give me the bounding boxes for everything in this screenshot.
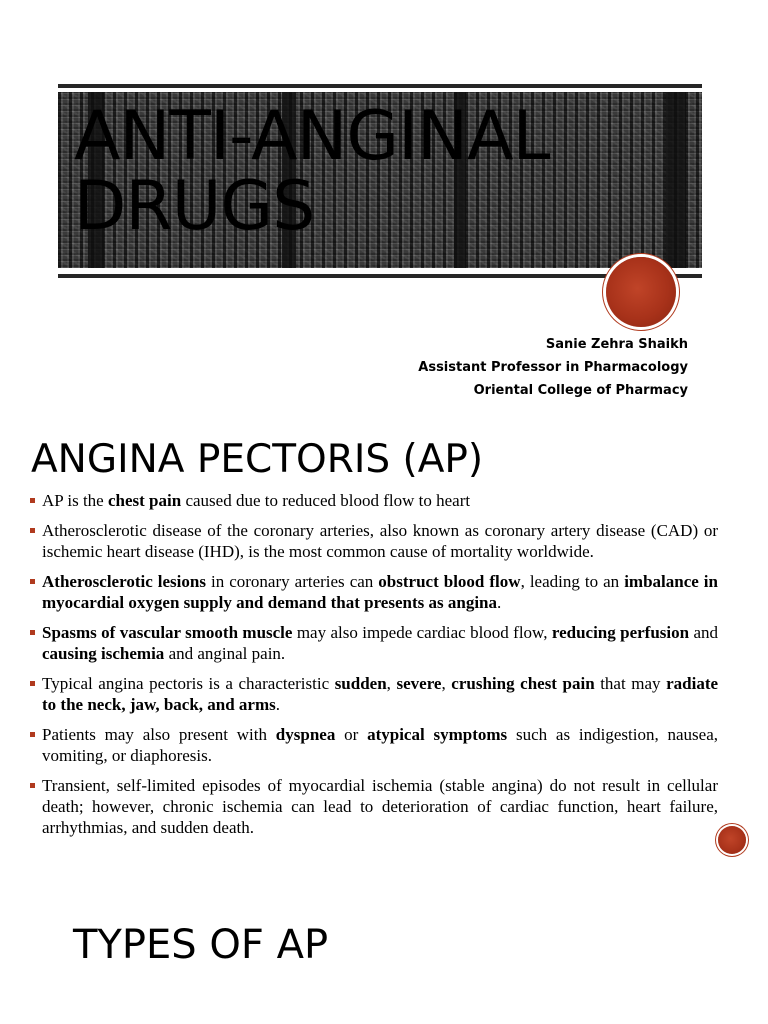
bullet-marker <box>30 498 35 503</box>
author-position: Assistant Professor in Pharmacology <box>418 360 688 375</box>
bullet-item <box>30 571 718 613</box>
decorative-circle-small <box>718 826 746 854</box>
bullet-text: . <box>275 695 281 714</box>
author-institution: Oriental College of Pharmacy <box>473 383 688 398</box>
bullet-text-bold: imbalance in myocardial oxygen supply and demand that presents as angina <box>42 572 718 612</box>
slide-title <box>74 97 550 246</box>
bullet-text-bold: reducing perfusion <box>551 623 690 642</box>
section-heading-angina: ANGINA PECTORIS (AP) <box>31 437 484 482</box>
bullet-text: . <box>497 593 502 612</box>
bullet-text: , <box>441 674 452 693</box>
bullet-text: , <box>386 674 397 693</box>
bullet-text: AP is the <box>42 491 108 510</box>
band-top-rule <box>58 84 702 88</box>
title-band <box>58 84 702 278</box>
bullet-text: Atherosclerotic disease of the coronary arteries, also known as coronary artery disease (CAD) or ischemic heart disease (IHD), is the most common cause of mortality worldwide. <box>42 521 718 561</box>
author-name: Sanie Zehra Shaikh <box>545 337 688 352</box>
bullet-text: and anginal pain. <box>164 644 286 663</box>
section-heading-types: TYPES OF AP <box>73 922 329 968</box>
bullet-text-bold: atypical symptoms <box>367 725 508 744</box>
decorative-circle-large <box>606 257 676 327</box>
bullet-text: that may <box>594 674 667 693</box>
bullet-item <box>30 724 718 766</box>
bullet-marker <box>30 630 35 635</box>
bullet-marker <box>30 528 35 533</box>
bullet-text-bold: causing ischemia <box>42 644 165 663</box>
bullet-text-bold: dyspnea <box>275 725 336 744</box>
bullet-text: such as indigestion, nausea, vomiting, or diaphoresis. <box>42 725 718 765</box>
angina-bullet-list <box>30 490 718 847</box>
bullet-marker <box>30 783 35 788</box>
bullet-text: and <box>689 623 719 642</box>
bullet-text: Typical angina pectoris is a characteristic <box>42 674 335 693</box>
bullet-text-bold: Spasms of vascular smooth muscle <box>42 623 293 642</box>
bullet-text: caused due to reduced blood flow to heart <box>181 491 471 510</box>
bullet-marker <box>30 732 35 737</box>
bullet-marker <box>30 681 35 686</box>
slide-title-line-1: ANTI-ANGINAL <box>74 97 550 176</box>
bullet-text: Transient, self-limited episodes of myocardial ischemia (stable angina) do not result in cellular death; however, chronic ischemia can lead to deterioration of cardiac function, heart failure, arrhythmias, and sudden death. <box>42 776 718 837</box>
bullet-text-bold: Atherosclerotic lesions <box>42 572 206 591</box>
bullet-text-bold: sudden <box>334 674 387 693</box>
bullet-text-bold: obstruct blood flow <box>378 572 521 591</box>
bullet-item <box>30 622 718 664</box>
bullet-text-bold: chest pain <box>107 491 182 510</box>
bullet-text-bold: severe <box>396 674 442 693</box>
slide-title-line-2: DRUGS <box>74 167 315 246</box>
bullet-item <box>30 520 718 562</box>
bullet-marker <box>30 579 35 584</box>
bullet-text-bold: radiate to the neck, jaw, back, and arms <box>42 674 719 714</box>
bullet-text: , leading to an <box>520 572 625 591</box>
bullet-item <box>30 490 718 511</box>
band-bottom-rule <box>58 274 702 278</box>
author-block <box>418 333 688 402</box>
bullet-text: may also impede cardiac blood flow, <box>292 623 552 642</box>
bullet-text: or <box>335 725 368 744</box>
bullet-text-bold: crushing chest pain <box>451 674 595 693</box>
bullet-text: Patients may also present with <box>42 725 276 744</box>
bullet-item <box>30 775 718 838</box>
bullet-item <box>30 673 718 715</box>
bullet-text: in coronary arteries can <box>205 572 379 591</box>
